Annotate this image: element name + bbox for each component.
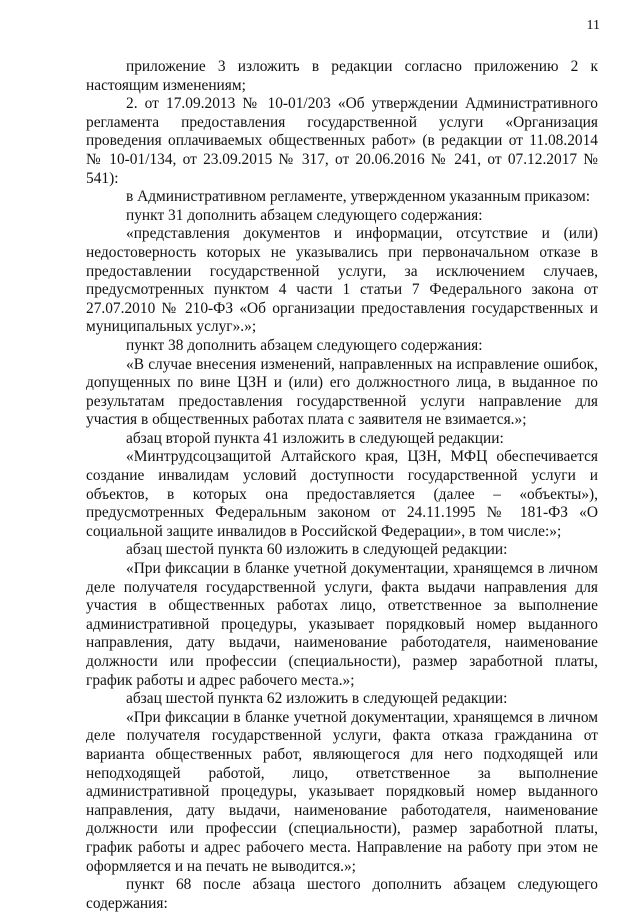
paragraph-order-2: 2. от 17.09.2013 № 10-01/203 «Об утверждении Административного регламента предоставления государственной услуги «Организация проведения оплачиваемых общественных работ» (в редакции от 11.08.2014 № 10-01/134, от 23.09.2015 № 317, от 20.06.2016 № 241, от 07.12.2017 № 541): <box>86 95 598 187</box>
paragraph-clause-41-text: «Минтрудсоцзащитой Алтайского края, ЦЗН, МФЦ обеспечивается создание инвалидам условий доступности государственной услуги и объектов, в которых она предоставляется (далее – «объекты»), предусмотренных Федеральным законом от 24.11.1995 № 181-ФЗ «О социальной защите инвалидов в Российской Федерации», в том числе:»; <box>86 448 598 540</box>
paragraph-clause-38-intro: пункт 38 дополнить абзацем следующего содержания: <box>126 336 483 354</box>
paragraph-clause-38-text: «В случае внесения изменений, направленных на исправление ошибок, допущенных по вине ЦЗН и (или) его должностного лица, в выданное по результатам предоставления государственной услуги направление для участия в общественных работах плата с заявителя не взимается.»; <box>86 355 598 429</box>
paragraph-clause-31-intro: пункт 31 дополнить абзацем следующего содержания: <box>126 206 483 224</box>
paragraph-clause-31-text: «представления документов и информации, отсутствие и (или) недостоверность которых не указывались при первоначальном отказе в предоставлении государственной услуги, за исключением случаев, предусмотренных пунктом 4 части 1 статьи 7 Федерального закона от 27.07.2010 № 210-ФЗ «Об организации предоставления государственных и муниципальных услуг».»; <box>86 225 598 336</box>
page-number: 11 <box>586 18 600 33</box>
paragraph-clause-41-intro: абзац второй пункта 41 изложить в следующей редакции: <box>126 429 504 447</box>
paragraph-regulation-intro: в Административном регламенте, утвержденном указанным приказом: <box>126 188 591 206</box>
paragraph-clause-60-text: «При фиксации в бланке учетной документации, хранящемся в личном деле получателя государственной услуги, факта выдачи направления для участия в общественных работах лицо, ответственное за выполнение административной процедуры, указывает порядковый номер выданного направления, дату выдачи, наименование работодателя, наименование должности или профессии (специальности), размер заработной платы, график работы и адрес рабочего места.»; <box>86 560 598 689</box>
paragraph-clause-62-text: «При фиксации в бланке учетной документации, хранящемся в личном деле получателя государственной услуги, факта отказа гражданина от варианта общественных работ, являющегося для него подходящей или неподходящей работой, лицо, ответственное за выполнение административной процедуры, указывает порядковый номер выданного направления, дату выдачи, наименование работодателя, наименование должности или профессии (специальности), размер заработной платы, график работы и адрес рабочего места. Направление на работу при этом не оформляется и на печать не выводится.»; <box>86 708 598 875</box>
paragraph-clause-60-intro: абзац шестой пункта 60 изложить в следующей редакции: <box>126 541 508 559</box>
paragraph-appendix-3: приложение 3 изложить в редакции согласно приложению 2 к настоящим изменениям; <box>86 58 598 94</box>
document-body <box>86 58 598 913</box>
paragraph-clause-68-intro: пункт 68 после абзаца шестого дополнить абзацем следующего содержания: <box>86 876 598 912</box>
paragraph-clause-62-intro: абзац шестой пункта 62 изложить в следующей редакции: <box>126 690 508 708</box>
